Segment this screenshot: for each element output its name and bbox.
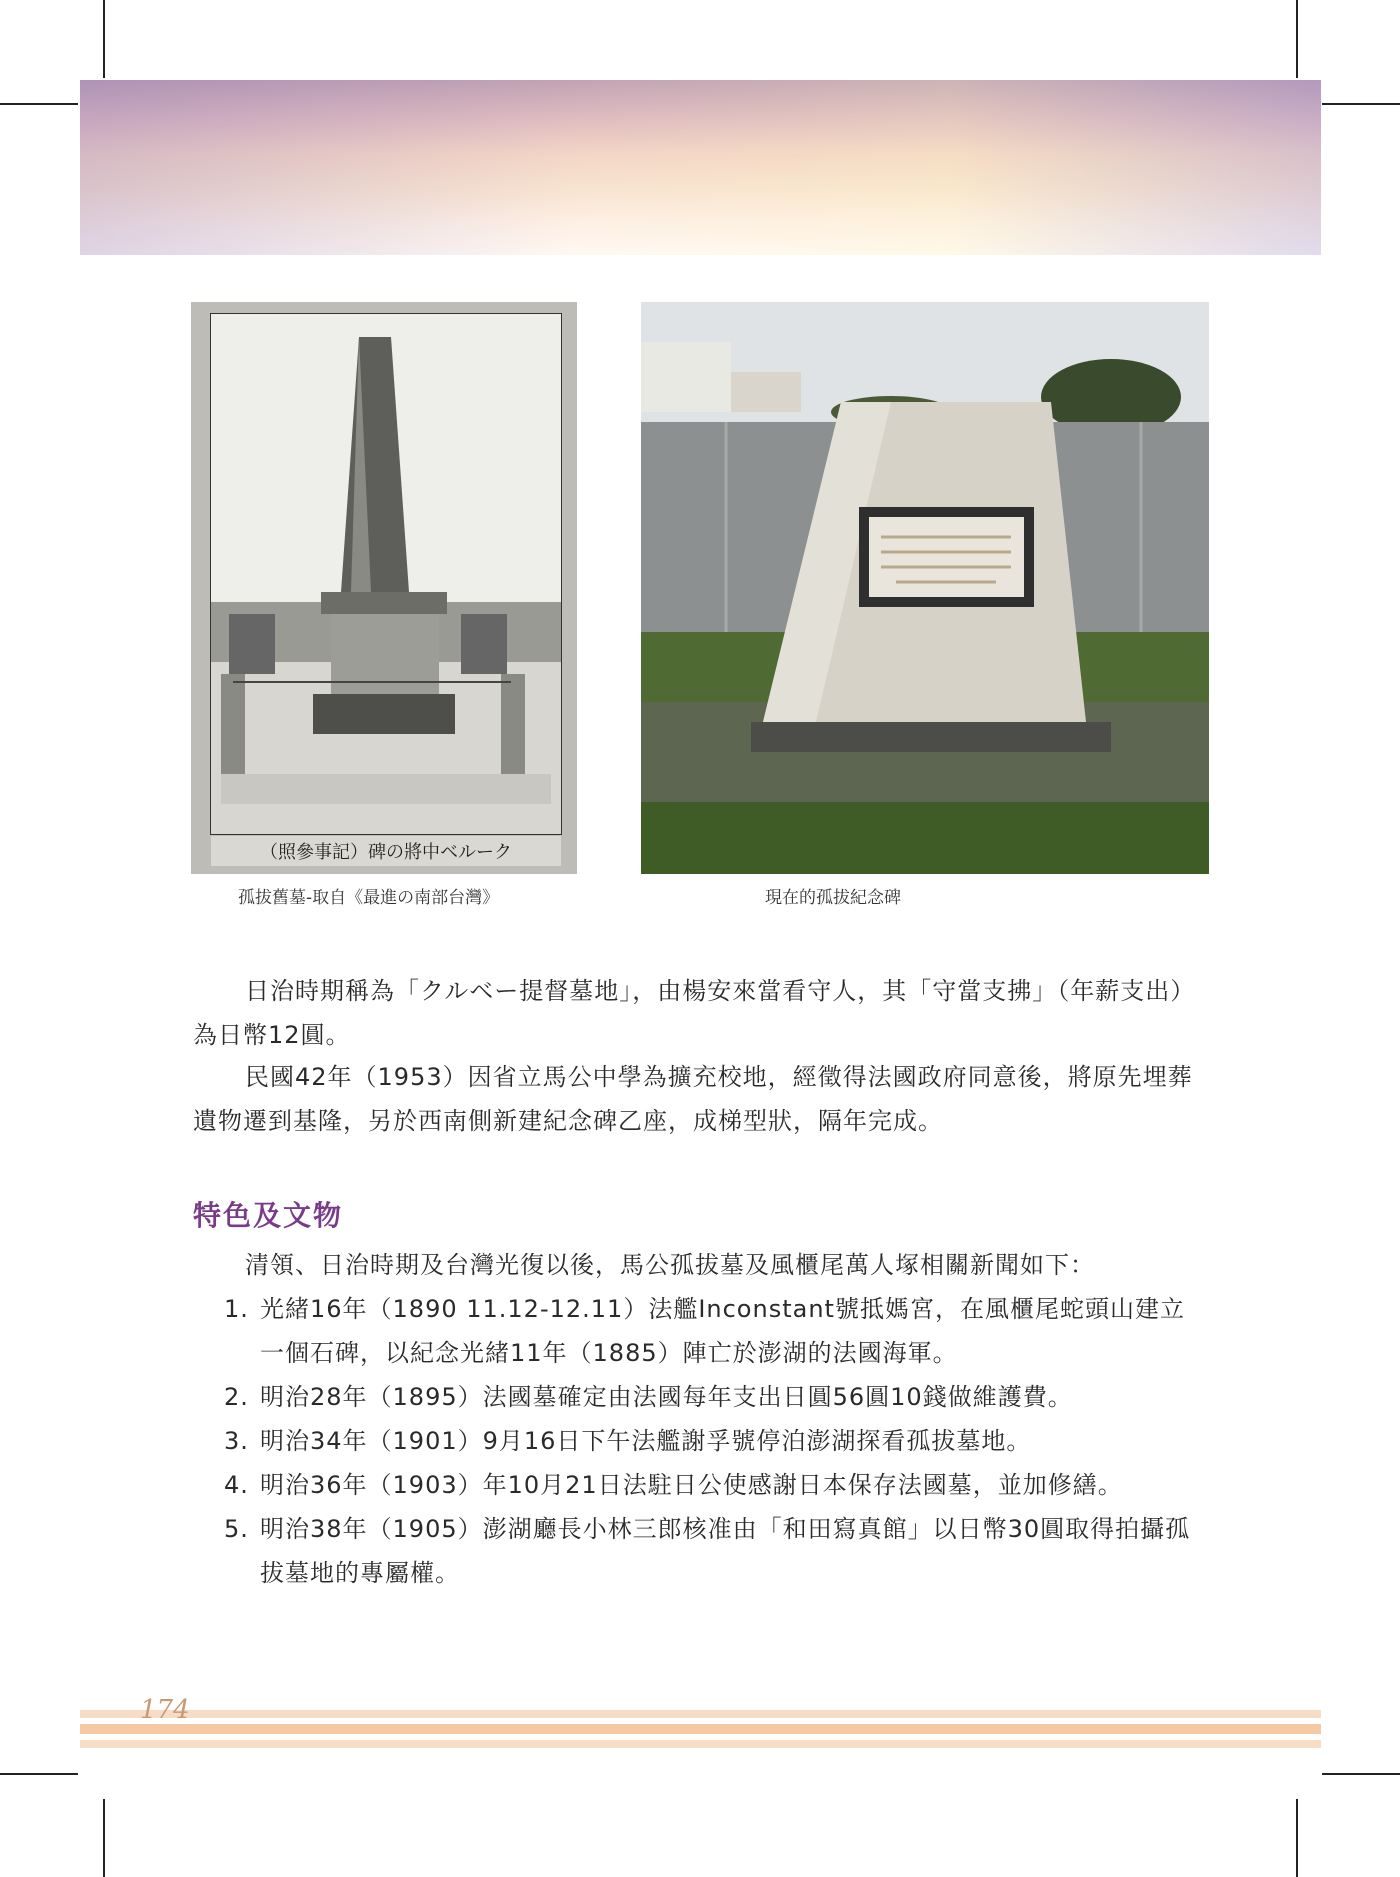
crop-mark xyxy=(103,0,105,78)
list-item-number: 1. xyxy=(224,1295,249,1323)
list-item-number: 3. xyxy=(224,1427,249,1455)
footer-stripe xyxy=(80,1724,1321,1734)
current-memorial-photo xyxy=(641,302,1209,874)
crop-mark xyxy=(1296,1799,1298,1877)
list-item xyxy=(224,1419,1209,1463)
list-item xyxy=(224,1287,1209,1375)
paragraph-relocation: 民國42年（1953）因省立馬公中學為擴充校地，經徵得法國政府同意後，將原先埋葬遺物遷到基隆，另於西南側新建紀念碑乙座，成梯型狀，隔年完成。 xyxy=(193,1063,1193,1135)
section-heading: 特色及文物 xyxy=(193,1199,344,1232)
list-item-number: 5. xyxy=(224,1515,249,1543)
list-item-text: 明治28年（1895）法國墓確定由法國每年支出日圓56圓10錢做維護費。 xyxy=(260,1383,1073,1411)
crop-mark xyxy=(1322,1773,1400,1775)
paragraph-japanese-era: 日治時期稱為「クルベー提督墓地」，由楊安來當看守人，其「守當支拂」（年薪支出）為日幣12圓。 xyxy=(193,977,1196,1049)
list-item xyxy=(224,1375,1209,1419)
crop-mark xyxy=(0,103,78,105)
list-item-number: 2. xyxy=(224,1383,249,1411)
list-item-text: 光緒16年（1890 11.12-12.11）法艦Inconstant號抵媽宮，在風櫃尾蛇頭山建立一個石碑，以紀念光緒11年（1885）陣亡於澎湖的法國海軍。 xyxy=(260,1295,1185,1367)
footer-stripe xyxy=(80,1740,1321,1748)
list-item xyxy=(224,1463,1209,1507)
current-photo-caption: 現在的孤拔紀念碑 xyxy=(765,888,901,908)
crop-mark xyxy=(0,1773,78,1775)
list-item xyxy=(224,1507,1209,1595)
footer-stripe xyxy=(80,1710,1321,1718)
old-tomb-photo xyxy=(191,302,577,874)
old-photo-caption: 孤拔舊墓-取自《最進の南部台灣》 xyxy=(238,888,500,908)
list-item-text: 明治38年（1905）澎湖廳長小林三郎核准由「和田寫真館」以日幣30圓取得拍攝孤拔墓地的專屬權。 xyxy=(260,1515,1191,1587)
list-item-text: 明治34年（1901）9月16日下午法艦謝孚號停泊澎湖探看孤拔墓地。 xyxy=(260,1427,1032,1455)
header-band xyxy=(80,80,1321,255)
list-item-text: 明治36年（1903）年10月21日法駐日公使感謝日本保存法國墓，並加修繕。 xyxy=(260,1471,1123,1499)
list-item-number: 4. xyxy=(224,1471,249,1499)
section-intro: 清領、日治時期及台灣光復以後，馬公孤拔墓及風櫃尾萬人塚相關新聞如下： xyxy=(245,1251,1095,1279)
crop-mark xyxy=(103,1799,105,1877)
crop-mark xyxy=(1322,103,1400,105)
news-list xyxy=(224,1287,1209,1595)
page-number: 174 xyxy=(140,1695,190,1725)
crop-mark xyxy=(1296,0,1298,78)
old-photo-inner-caption: （照參事記）碑の將中ベルーク xyxy=(260,842,512,863)
